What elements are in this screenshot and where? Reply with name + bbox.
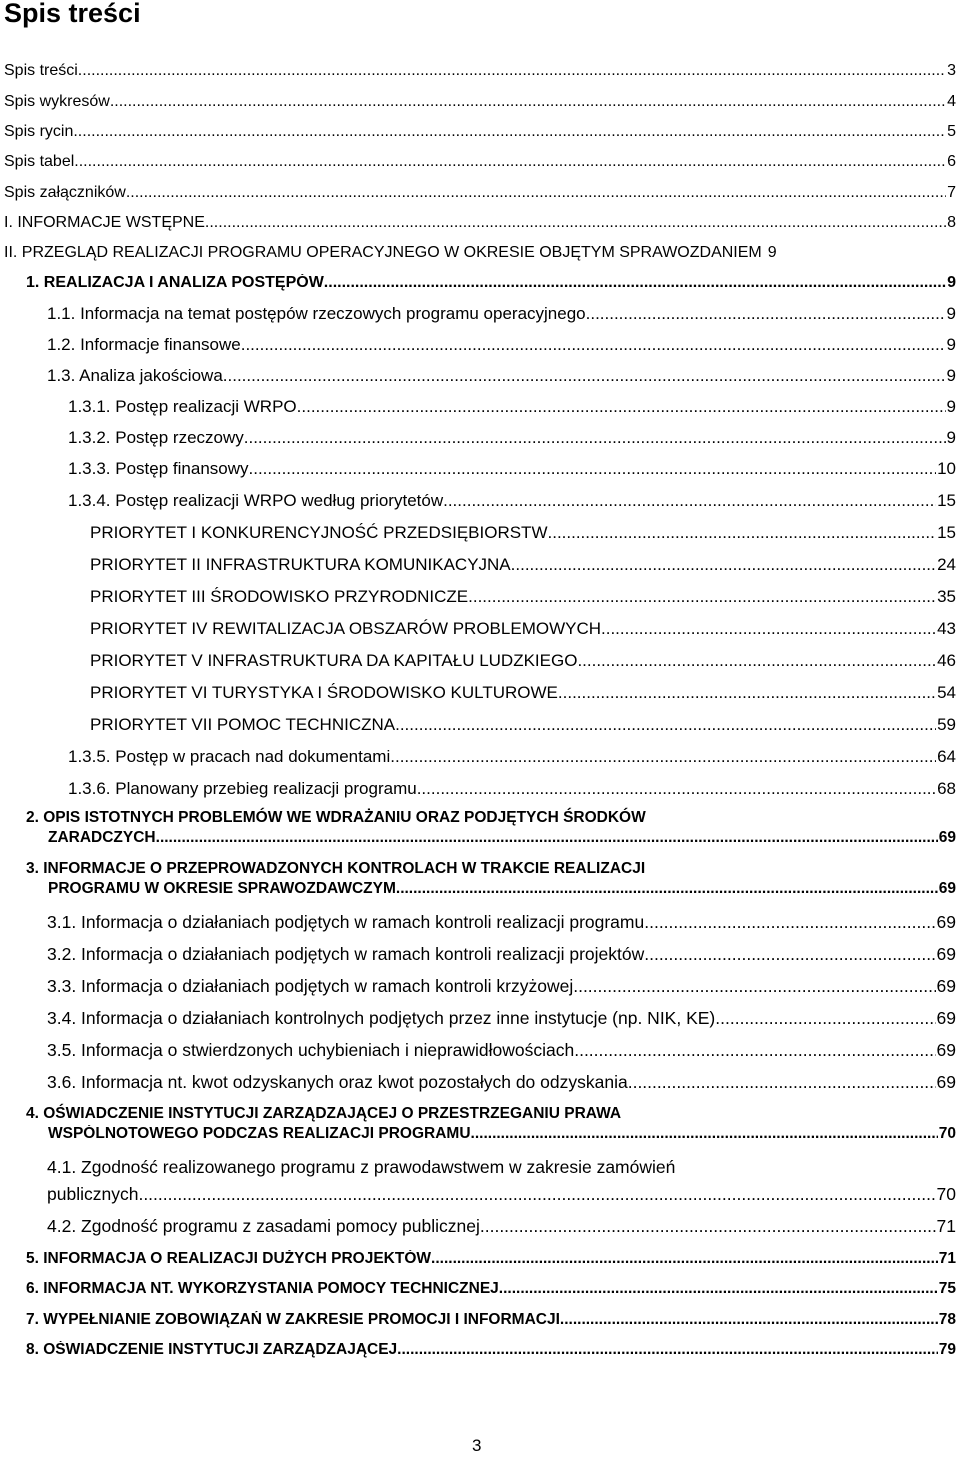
- toc-entry[interactable]: 3.1. Informacja o działaniach podjętych w ramach kontroli realizacji programu ..... 69: [47, 912, 956, 932]
- toc-entry[interactable]: PRIORYTET VII POMOC TECHNICZNA ..... 59: [90, 715, 956, 735]
- toc-entry-first-line[interactable]: 3. INFORMACJE O PRZEPROWADZONYCH KONTROLACH W TRAKCIE REALIZACJI: [26, 860, 646, 877]
- toc-entry[interactable]: PRIORYTET V INFRASTRUKTURA DA KAPITAŁU LUDZKIEGO ..... 46: [90, 651, 956, 671]
- page-number: 3: [472, 1436, 482, 1455]
- toc-entry-first-line[interactable]: 4. OŚWIADCZENIE INSTYTUCJI ZARZĄDZAJĄCEJ O PRZESTRZEGANIU PRAWA: [26, 1105, 622, 1122]
- toc-entry[interactable]: 4.2. Zgodność programu z zasadami pomocy publicznej ..... 71: [47, 1216, 956, 1236]
- toc-entry-first-line[interactable]: 4.1. Zgodność realizowanego programu z prawodawstwem w zakresie zamówień: [47, 1157, 676, 1177]
- toc-entry[interactable]: Spis rycin ..... 5: [4, 123, 956, 141]
- toc-entry[interactable]: 1.3.4. Postęp realizacji WRPO według priorytetów ..... 15: [68, 491, 956, 511]
- toc-entry[interactable]: Spis załączników ..... 7: [4, 184, 956, 202]
- toc-entry[interactable]: 1.3.6. Planowany przebieg realizacji programu ..... 68: [68, 779, 956, 799]
- toc-entry[interactable]: 1.1. Informacja na temat postępów rzeczowych programu operacyjnego ..... 9: [47, 304, 956, 324]
- toc-entry[interactable]: 1.3.3. Postęp finansowy ..... 10: [68, 459, 956, 479]
- toc-entry[interactable]: 6. INFORMACJA NT. WYKORZYSTANIA POMOCY TECHNICZNEJ ..... 75: [26, 1280, 956, 1298]
- toc-entry[interactable]: PRIORYTET III ŚRODOWISKO PRZYRODNICZE ..... 35: [90, 587, 956, 607]
- toc-entry[interactable]: 7. WYPEŁNIANIE ZOBOWIĄZAŃ W ZAKRESIE PROMOCJI I INFORMACJI ..... 78: [26, 1311, 956, 1329]
- toc-entry[interactable]: 1.2. Informacje finansowe ..... 9: [47, 335, 956, 355]
- toc-entry[interactable]: PRIORYTET IV REWITALIZACJA OBSZARÓW PROBLEMOWYCH ..... 43: [90, 619, 956, 639]
- toc-entry[interactable]: 3.3. Informacja o działaniach podjętych w ramach kontroli krzyżowej ..... 69: [47, 976, 956, 996]
- toc-entry[interactable]: PROGRAMU W OKRESIE SPRAWOZDAWCZYM ..... 69: [48, 880, 956, 898]
- toc-entry[interactable]: 3.4. Informacja o działaniach kontrolnych podjętych przez inne instytucje (np. NIK, KE) ..... 69: [47, 1008, 956, 1028]
- toc-entry[interactable]: 3.5. Informacja o stwierdzonych uchybieniach i nieprawidłowościach ..... 69: [47, 1040, 956, 1060]
- toc-entry[interactable]: 1.3. Analiza jakościowa ..... 9: [47, 366, 956, 386]
- page-title: Spis treści: [4, 0, 141, 28]
- toc-entry-first-line[interactable]: 2. OPIS ISTOTNYCH PROBLEMÓW WE WDRAŻANIU ORAZ PODJĘTYCH ŚRODKÓW: [26, 809, 646, 826]
- toc-entry[interactable]: 1. REALIZACJA I ANALIZA POSTĘPÓW ..... 9: [26, 274, 956, 292]
- toc-entry[interactable]: 3.6. Informacja nt. kwot odzyskanych oraz kwot pozostałych do odzyskania ..... 69: [47, 1072, 956, 1092]
- toc-entry[interactable]: PRIORYTET II INFRASTRUKTURA KOMUNIKACYJNA ..... 24: [90, 555, 956, 575]
- toc-entry[interactable]: 1.3.1. Postęp realizacji WRPO ..... 9: [68, 397, 956, 417]
- toc-entry[interactable]: Spis treści ..... 3: [4, 62, 956, 80]
- toc-entry[interactable]: WSPÓLNOTOWEGO PODCZAS REALIZACJI PROGRAMU ..... 70: [48, 1125, 956, 1143]
- toc-entry[interactable]: PRIORYTET I KONKURENCYJNOŚĆ PRZEDSIĘBIORSTW ..... 15: [90, 523, 956, 543]
- toc-entry[interactable]: PRIORYTET VI TURYSTYKA I ŚRODOWISKO KULTUROWE ..... 54: [90, 683, 956, 703]
- toc-entry[interactable]: 3.2. Informacja o działaniach podjętych w ramach kontroli realizacji projektów ..... 69: [47, 944, 956, 964]
- toc-entry[interactable]: II. PRZEGLĄD REALIZACJI PROGRAMU OPERACYJNEGO W OKRESIE OBJĘTYM SPRAWOZDANIEM 9: [4, 244, 777, 261]
- toc-entry[interactable]: Spis tabel ..... 6: [4, 153, 956, 171]
- toc-entry[interactable]: publicznych ..... 70: [47, 1184, 956, 1204]
- toc-entry[interactable]: I. INFORMACJE WSTĘPNE ..... 8: [4, 214, 956, 232]
- toc-entry[interactable]: 5. INFORMACJA O REALIZACJI DUŻYCH PROJEKTÓW ..... 71: [26, 1250, 956, 1268]
- toc-entry[interactable]: Spis wykresów ..... 4: [4, 93, 956, 111]
- toc-entry[interactable]: 8. OŚWIADCZENIE INSTYTUCJI ZARZĄDZAJĄCEJ ..... 79: [26, 1341, 956, 1359]
- toc-entry[interactable]: 1.3.2. Postęp rzeczowy ..... 9: [68, 428, 956, 448]
- toc-entry[interactable]: ZARADCZYCH ..... 69: [48, 829, 956, 847]
- toc-entry[interactable]: 1.3.5. Postęp w pracach nad dokumentami ..... 64: [68, 747, 956, 767]
